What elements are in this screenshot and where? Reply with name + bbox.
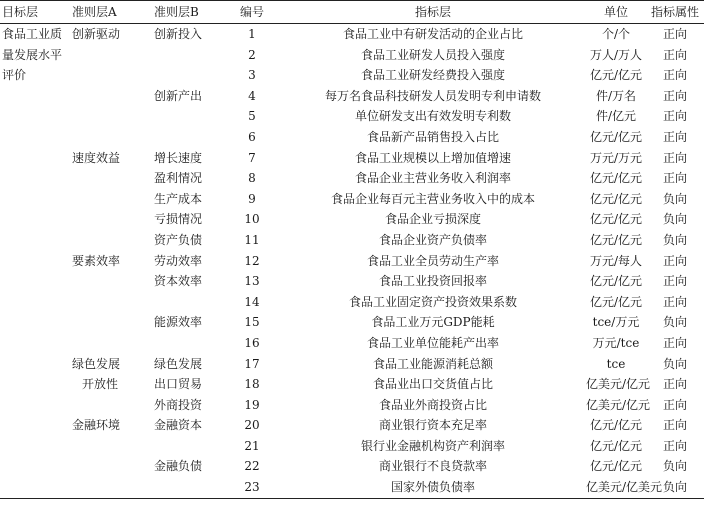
header-id: 编号 <box>224 1 280 24</box>
id-cell: 5 <box>248 109 256 124</box>
attribute-cell: 负向 <box>646 477 704 498</box>
criterion-a-cell <box>70 436 152 457</box>
target-cell <box>0 312 70 333</box>
target-cell <box>0 333 70 354</box>
unit-cell: 亿元/亿元 <box>589 438 643 453</box>
id-cell: 21 <box>244 438 260 453</box>
criterion-a-cell <box>70 395 152 416</box>
unit-cell: tce <box>606 356 626 371</box>
criterion-b-cell: 金融负债 <box>154 459 203 474</box>
header-criterion-a: 准则层A <box>70 1 152 24</box>
indicator-cell: 食品工业研发经费投入强度 <box>360 68 505 83</box>
unit-cell: 亿元/亿元 <box>589 129 643 144</box>
target-cell <box>0 415 70 436</box>
criterion-b-cell: 生产成本 <box>154 191 203 206</box>
attribute-cell: 正向 <box>662 397 687 412</box>
criterion-a-cell <box>70 86 152 107</box>
attribute-cell: 负向 <box>662 232 687 247</box>
indicator-cell: 商业银行资本充足率 <box>378 418 487 433</box>
criterion-a-cell <box>70 209 152 230</box>
id-cell: 16 <box>244 335 260 350</box>
attribute-cell: 正向 <box>662 438 687 453</box>
table-row <box>0 251 704 272</box>
table-row <box>0 65 704 86</box>
target-cell <box>0 168 70 189</box>
criterion-a-cell <box>70 65 152 86</box>
criterion-a-cell <box>70 189 152 210</box>
table-row <box>0 189 704 210</box>
unit-cell: 亿美元/亿美元 <box>586 477 646 498</box>
target-cell <box>0 477 70 498</box>
criterion-a-cell <box>70 230 152 251</box>
indicator-cell: 食品工业固定资产投资效果系数 <box>348 294 517 309</box>
id-cell: 6 <box>248 129 256 144</box>
criterion-a-cell <box>70 45 152 66</box>
table-row <box>0 86 704 107</box>
indicator-cell: 食品企业资产负债率 <box>378 232 487 247</box>
criterion-a-cell <box>70 127 152 148</box>
indicator-cell: 食品新产品销售投入占比 <box>366 129 499 144</box>
criterion-a-cell <box>70 477 152 498</box>
target-cell <box>0 395 70 416</box>
unit-cell: 亿元/亿元 <box>589 68 643 83</box>
criterion-a-cell <box>70 271 152 292</box>
id-cell: 1 <box>248 27 256 41</box>
attribute-cell: 正向 <box>662 377 687 392</box>
id-cell: 15 <box>244 315 260 330</box>
indicator-cell: 食品企业主营业务收入利润率 <box>354 171 511 186</box>
unit-cell: 亿元/亿元 <box>589 171 643 186</box>
table-row <box>0 374 704 395</box>
unit-cell: 亿元/亿元 <box>589 232 643 247</box>
target-cell <box>0 271 70 292</box>
attribute-cell: 正向 <box>662 150 687 165</box>
attribute-cell: 正向 <box>662 129 687 144</box>
indicator-cell: 食品业外商投资占比 <box>378 397 487 412</box>
unit-cell: 万元/每人 <box>589 253 643 268</box>
attribute-cell: 正向 <box>662 418 687 433</box>
table-row <box>0 456 704 477</box>
criterion-a-cell: 创新驱动 <box>72 27 121 41</box>
header-indicator: 指标层 <box>280 1 586 24</box>
attribute-cell: 负向 <box>662 356 687 371</box>
table-row <box>0 312 704 333</box>
header-target: 目标层 <box>0 1 70 24</box>
target-cell <box>0 354 70 375</box>
id-cell: 18 <box>244 377 260 392</box>
id-cell: 7 <box>248 150 256 165</box>
target-cell <box>0 230 70 251</box>
table-row <box>0 395 704 416</box>
table-row <box>0 127 704 148</box>
attribute-cell: 正向 <box>662 171 687 186</box>
header-unit: 单位 <box>586 1 646 24</box>
criterion-b-cell: 金融资本 <box>154 418 203 433</box>
table-row <box>0 24 704 45</box>
criterion-b-cell: 亏损情况 <box>154 212 203 227</box>
id-cell: 12 <box>244 253 260 268</box>
criterion-b-cell <box>152 45 224 66</box>
unit-cell: 亿元/亿元 <box>589 274 643 289</box>
table-header-row <box>0 1 704 24</box>
criterion-b-cell: 创新投入 <box>154 27 203 41</box>
criterion-b-cell: 资产负债 <box>154 232 203 247</box>
criterion-b-cell: 劳动效率 <box>154 253 203 268</box>
indicator-cell: 食品工业中有研发活动的企业占比 <box>342 27 523 41</box>
target-label: 食品工业质量发展水平评价 <box>2 27 63 83</box>
criterion-b-cell <box>152 127 224 148</box>
table-row <box>0 354 704 375</box>
criterion-a-cell: 绿色发展 <box>72 356 121 371</box>
id-cell: 10 <box>244 212 260 227</box>
target-cell <box>0 436 70 457</box>
target-cell <box>0 86 70 107</box>
id-cell: 9 <box>248 191 256 206</box>
id-cell: 2 <box>248 47 256 62</box>
header-criterion-b: 准则层B <box>152 1 224 24</box>
attribute-cell: 正向 <box>662 88 687 103</box>
target-cell <box>0 127 70 148</box>
indicator-cell: 每万名食品科技研发人员发明专利申请数 <box>324 88 541 103</box>
criterion-a-cell: 要素效率 <box>72 253 121 268</box>
id-cell: 3 <box>248 68 256 83</box>
id-cell: 20 <box>244 418 260 433</box>
table-row <box>0 45 704 66</box>
criterion-b-cell: 创新产出 <box>154 88 203 103</box>
table-row <box>0 415 704 436</box>
criterion-b-cell <box>152 477 224 498</box>
criterion-a-cell <box>70 292 152 313</box>
target-cell <box>0 251 70 272</box>
table-row <box>0 209 704 230</box>
indicator-cell: 单位研发支出有效发明专利数 <box>354 109 511 124</box>
indicator-cell: 银行业金融机构资产利润率 <box>360 438 505 453</box>
unit-cell: 万元/tce <box>592 335 640 350</box>
attribute-cell: 正向 <box>662 274 687 289</box>
table-row <box>0 148 704 169</box>
criterion-b-cell: 外商投资 <box>154 397 203 412</box>
target-cell <box>0 189 70 210</box>
criterion-a-cell <box>70 456 152 477</box>
indicator-cell: 食品业出口交货值占比 <box>372 377 493 392</box>
table-row <box>0 477 704 498</box>
attribute-cell: 正向 <box>662 109 687 124</box>
criterion-b-cell: 增长速度 <box>154 150 203 165</box>
table-row <box>0 292 704 313</box>
criterion-a-cell: 速度效益 <box>72 150 121 165</box>
id-cell: 11 <box>244 232 260 247</box>
attribute-cell: 负向 <box>662 212 687 227</box>
unit-cell: 亿元/亿元 <box>589 191 643 206</box>
criterion-b-cell: 盈利情况 <box>154 171 203 186</box>
attribute-cell: 负向 <box>662 191 687 206</box>
attribute-cell: 正向 <box>662 27 687 41</box>
id-cell: 22 <box>244 459 260 474</box>
attribute-cell: 正向 <box>662 294 687 309</box>
indicator-cell: 食品工业全员劳动生产率 <box>366 253 499 268</box>
criterion-a-cell <box>70 312 152 333</box>
header-attribute: 指标属性 <box>646 1 704 24</box>
table-body <box>0 24 704 499</box>
attribute-cell: 负向 <box>662 459 687 474</box>
table-row <box>0 230 704 251</box>
table-row <box>0 436 704 457</box>
id-cell: 8 <box>248 171 256 186</box>
indicator-cell: 食品工业规模以上增加值增速 <box>354 150 511 165</box>
target-cell <box>0 374 70 395</box>
unit-cell: tce/万元 <box>592 315 640 330</box>
target-cell <box>0 456 70 477</box>
indicator-cell: 食品工业单位能耗产出率 <box>366 335 499 350</box>
indicator-cell: 食品工业万元GDP能耗 <box>371 315 495 330</box>
attribute-cell: 正向 <box>662 47 687 62</box>
attribute-cell: 负向 <box>662 315 687 330</box>
indicator-cell: 食品企业亏损深度 <box>384 212 481 227</box>
indicator-cell: 食品工业能源消耗总额 <box>372 356 493 371</box>
criterion-b-cell <box>152 65 224 86</box>
unit-cell: 亿美元/亿元 <box>586 377 651 392</box>
unit-cell: 亿元/亿元 <box>589 294 643 309</box>
unit-cell: 亿元/亿元 <box>589 212 643 227</box>
target-cell <box>0 292 70 313</box>
unit-cell: 件/亿元 <box>595 109 637 124</box>
table-row <box>0 168 704 189</box>
unit-cell: 亿美元/亿元 <box>586 397 651 412</box>
criterion-b-cell: 能源效率 <box>154 315 203 330</box>
criterion-b-cell <box>152 106 224 127</box>
target-cell <box>0 209 70 230</box>
id-cell: 17 <box>244 356 260 371</box>
unit-cell: 件/万名 <box>595 88 637 103</box>
criterion-a-cell: 开放性 <box>82 377 119 392</box>
indicator-cell: 食品企业每百元主营业务收入中的成本 <box>330 191 535 206</box>
id-cell: 23 <box>224 477 280 498</box>
id-cell: 4 <box>248 88 256 103</box>
id-cell: 14 <box>244 294 260 309</box>
target-cell <box>0 106 70 127</box>
criterion-b-cell: 绿色发展 <box>154 356 203 371</box>
criterion-a-cell <box>70 168 152 189</box>
criterion-b-cell: 出口贸易 <box>154 377 203 392</box>
target-cell <box>0 148 70 169</box>
attribute-cell: 正向 <box>662 335 687 350</box>
criterion-b-cell: 资本效率 <box>154 274 203 289</box>
unit-cell: 亿元/亿元 <box>589 418 643 433</box>
attribute-cell: 正向 <box>662 253 687 268</box>
indicator-cell: 食品工业投资回报率 <box>378 274 487 289</box>
criterion-b-cell <box>152 436 224 457</box>
id-cell: 13 <box>244 274 260 289</box>
unit-cell: 亿元/亿元 <box>589 459 643 474</box>
unit-cell: 万人/万人 <box>589 47 643 62</box>
indicator-cell: 食品工业研发人员投入强度 <box>360 47 505 62</box>
criterion-b-cell <box>152 333 224 354</box>
id-cell: 19 <box>244 397 260 412</box>
criterion-a-cell <box>70 333 152 354</box>
table-row <box>0 271 704 292</box>
table-row <box>0 333 704 354</box>
unit-cell: 万元/万元 <box>589 150 643 165</box>
criterion-b-cell <box>152 292 224 313</box>
indicator-cell: 国家外债负债率 <box>280 477 586 498</box>
indicator-cell: 商业银行不良贷款率 <box>378 459 487 474</box>
attribute-cell: 正向 <box>662 68 687 83</box>
criterion-a-cell: 金融环境 <box>72 418 121 433</box>
criterion-a-cell <box>70 106 152 127</box>
unit-cell: 个/个 <box>601 27 631 41</box>
table-row <box>0 106 704 127</box>
